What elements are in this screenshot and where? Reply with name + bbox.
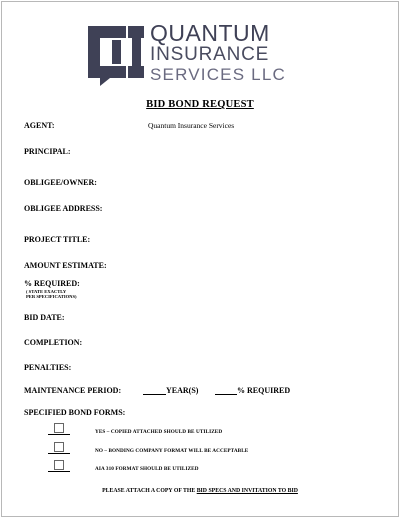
percent-required-blank[interactable] bbox=[215, 394, 237, 395]
specified-bond-forms-label: SPECIFIED BOND FORMS: bbox=[24, 408, 126, 417]
obligee-owner-label: OBLIGEE/OWNER: bbox=[24, 178, 97, 187]
maintenance-percent-label: % REQUIRED bbox=[237, 386, 291, 395]
document-page bbox=[1, 1, 399, 517]
years-label: YEAR(S) bbox=[166, 386, 199, 395]
percent-note-line2: PER SPECIFICATIONS) bbox=[26, 294, 77, 299]
obligee-address-label: OBLIGEE ADDRESS: bbox=[24, 204, 103, 213]
completion-label: COMPLETION: bbox=[24, 338, 83, 347]
quantum-logo-mark-icon bbox=[88, 26, 146, 86]
option-no-label: NO – BONDING COMPANY FORMAT WILL BE ACCEPTABLE bbox=[95, 448, 249, 454]
penalties-label: PENALTIES: bbox=[24, 363, 72, 372]
logo-line-quantum: QUANTUM bbox=[150, 20, 270, 46]
percent-required-label: % REQUIRED: bbox=[24, 279, 80, 288]
option-yes-label: YES – COPIED ATTACHED SHOULD BE UTILIZED bbox=[95, 429, 223, 435]
principal-label: PRINCIPAL: bbox=[24, 147, 71, 156]
percent-note-line1: ( STATE EXACTLY bbox=[26, 289, 67, 294]
footer-instruction bbox=[2, 488, 398, 494]
option-yes-checkbox[interactable] bbox=[54, 423, 64, 433]
bid-date-label: BID DATE: bbox=[24, 313, 65, 322]
agent-value: Quantum Insurance Services bbox=[148, 121, 235, 130]
option-no-checkbox[interactable] bbox=[54, 442, 64, 452]
option-no-underline bbox=[48, 453, 70, 454]
option-aia-label: AIA 310 FORMAT SHOULD BE UTILIZED bbox=[95, 466, 199, 472]
maintenance-period-label: MAINTENANCE PERIOD: bbox=[24, 386, 122, 395]
project-title-label: PROJECT TITLE: bbox=[24, 235, 91, 244]
option-aia-checkbox[interactable] bbox=[54, 460, 64, 470]
logo-wordmark bbox=[150, 22, 286, 84]
form-title: BID BOND REQUEST bbox=[146, 99, 254, 110]
footer-prefix: PLEASE ATTACH A COPY OF THE bbox=[102, 488, 197, 494]
company-logo bbox=[88, 20, 286, 88]
agent-label: AGENT: bbox=[24, 121, 55, 130]
amount-estimate-label: AMOUNT ESTIMATE: bbox=[24, 261, 107, 270]
logo-line-services: SERVICES LLC bbox=[150, 65, 286, 84]
years-blank[interactable] bbox=[143, 394, 166, 395]
option-yes-underline bbox=[48, 434, 70, 435]
footer-underlined: BID SPECS AND INVITATION TO BID bbox=[196, 488, 298, 494]
logo-line-insurance: INSURANCE bbox=[150, 44, 270, 65]
option-aia-underline bbox=[48, 471, 70, 472]
